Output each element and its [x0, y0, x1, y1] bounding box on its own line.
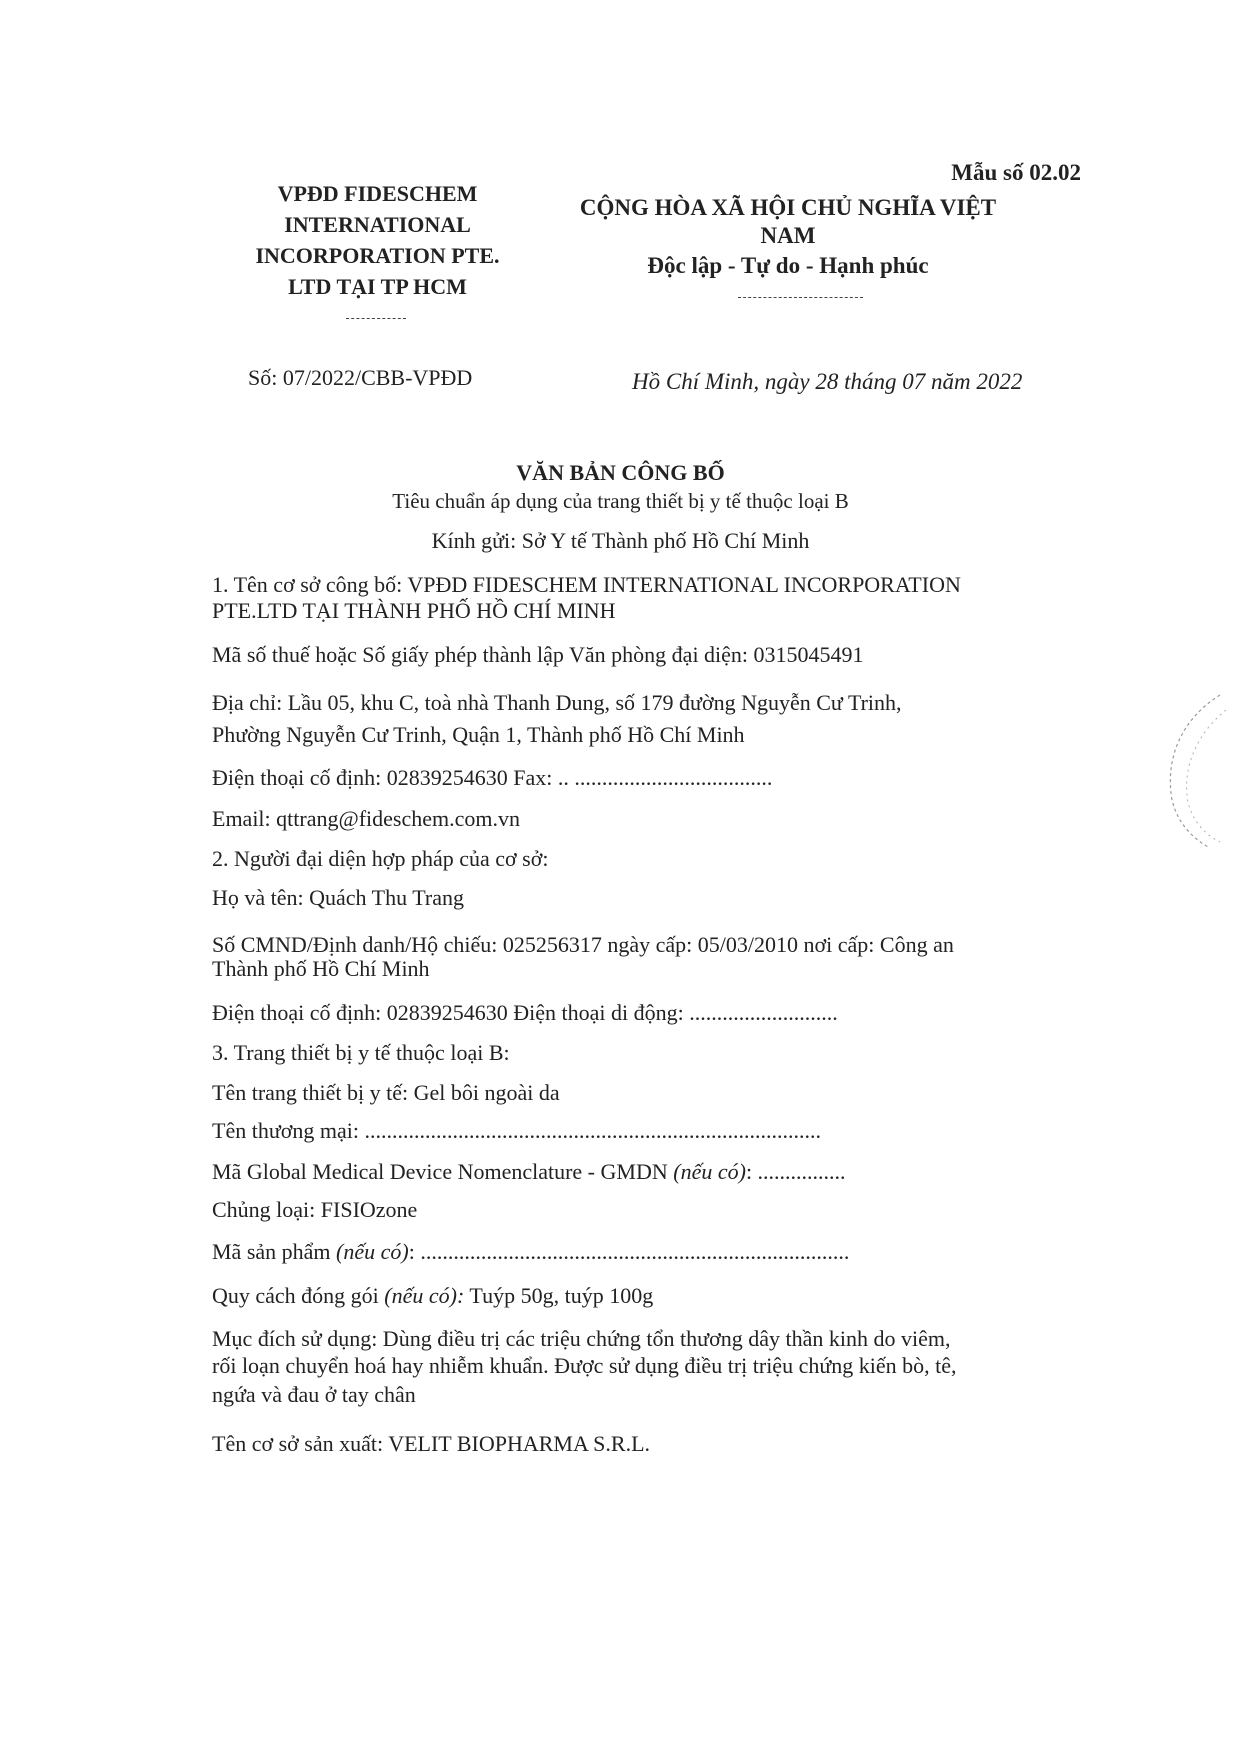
document-date: Hồ Chí Minh, ngày 28 tháng 07 năm 2022 — [632, 369, 1023, 394]
product-code-optional: (nếu có) — [336, 1239, 409, 1264]
country-line: CỘNG HÒA XÃ HỘI CHỦ NGHĨA VIỆT — [579, 195, 997, 220]
facility-name-line2: PTE.LTD TẠI THÀNH PHỐ HỒ CHÍ MINH — [212, 598, 616, 623]
product-code-label: Mã sản phẩm — [212, 1239, 337, 1264]
organization-line: INCORPORATION PTE. — [255, 243, 500, 268]
address-line2: Phường Nguyễn Cư Trinh, Quận 1, Thành phố Hồ Chí Minh — [212, 722, 745, 747]
manufacturer: Tên cơ sở sản xuất: VELIT BIOPHARMA S.R.L. — [212, 1431, 651, 1456]
phone-fax: Điện thoại cố định: 02839254630 Fax: .. .................................... — [212, 765, 773, 790]
id-line2: Thành phố Hồ Chí Minh — [212, 956, 430, 981]
organization-line: LTD TẠI TP HCM — [288, 274, 467, 299]
organization-divider — [346, 318, 406, 319]
country-header — [548, 194, 1028, 250]
id-line1: Số CMND/Định danh/Hộ chiếu: 025256317 ngày cấp: 05/03/2010 nơi cấp: Công an — [212, 932, 954, 957]
representative-name: Họ và tên: Quách Thu Trang — [212, 885, 464, 910]
facility-name-line1: 1. Tên cơ sở công bố: VPĐD FIDESCHEM INTERNATIONAL INCORPORATION — [212, 572, 961, 597]
gmdn-dots: : ................ — [745, 1159, 846, 1184]
tax-code: Mã số thuế hoặc Số giấy phép thành lập Văn phòng đại diện: 0315045491 — [212, 642, 864, 667]
motto-divider — [738, 297, 863, 298]
representative-phones: Điện thoại cố định: 02839254630 Điện thoại di động: ........................... — [212, 1000, 838, 1025]
document-subtitle: Tiêu chuẩn áp dụng của trang thiết bị y tế thuộc loại B — [392, 489, 849, 513]
country-line: NAM — [760, 223, 816, 248]
device-heading: 3. Trang thiết bị y tế thuộc loại B: — [212, 1040, 510, 1065]
gmdn-code — [212, 1159, 846, 1185]
product-code-dots: : .............................................................................. — [408, 1239, 850, 1264]
device-type: Chủng loại: FISIOzone — [212, 1197, 418, 1222]
trade-name: Tên thương mại: ................................................................................... — [212, 1118, 821, 1143]
packaging-label: Quy cách đóng gói — [212, 1283, 385, 1308]
organization-header — [215, 178, 540, 302]
gmdn-label: Mã Global Medical Device Nomenclature - GMDN — [212, 1159, 674, 1184]
document-title: VĂN BẢN CÔNG BỐ — [516, 460, 725, 485]
document-number: Số: 07/2022/CBB-VPĐD — [248, 365, 473, 390]
packaging-optional: (nếu có): — [384, 1283, 465, 1308]
national-motto: Độc lập - Tự do - Hạnh phúc — [647, 253, 929, 278]
representative-heading: 2. Người đại diện hợp pháp của cơ sở: — [212, 846, 549, 871]
gmdn-optional: (nếu có) — [673, 1159, 746, 1184]
organization-line: VPĐD FIDESCHEM — [277, 181, 478, 206]
packaging — [212, 1283, 653, 1309]
device-name: Tên trang thiết bị y tế: Gel bôi ngoài da — [212, 1080, 560, 1105]
purpose-line1: Mục đích sử dụng: Dùng điều trị các triệu chứng tổn thương dây thần kinh do viêm, — [212, 1326, 951, 1351]
purpose-line2: rối loạn chuyển hoá hay nhiễm khuẩn. Được sử dụng điều trị triệu chứng kiến bò, tê, — [212, 1353, 957, 1378]
purpose-line3: ngứa và đau ở tay chân — [212, 1382, 416, 1407]
recipient: Kính gửi: Sở Y tế Thành phố Hồ Chí Minh — [431, 528, 810, 553]
partial-seal-stamp — [1160, 690, 1230, 850]
packaging-value: Tuýp 50g, tuýp 100g — [464, 1283, 654, 1308]
product-code — [212, 1239, 849, 1265]
organization-line: INTERNATIONAL — [284, 212, 471, 237]
email: Email: qttrang@fideschem.com.vn — [212, 806, 521, 831]
form-number: Mẫu số 02.02 — [951, 160, 1081, 185]
address-line1: Địa chỉ: Lầu 05, khu C, toà nhà Thanh Dung, số 179 đường Nguyễn Cư Trinh, — [212, 690, 902, 715]
